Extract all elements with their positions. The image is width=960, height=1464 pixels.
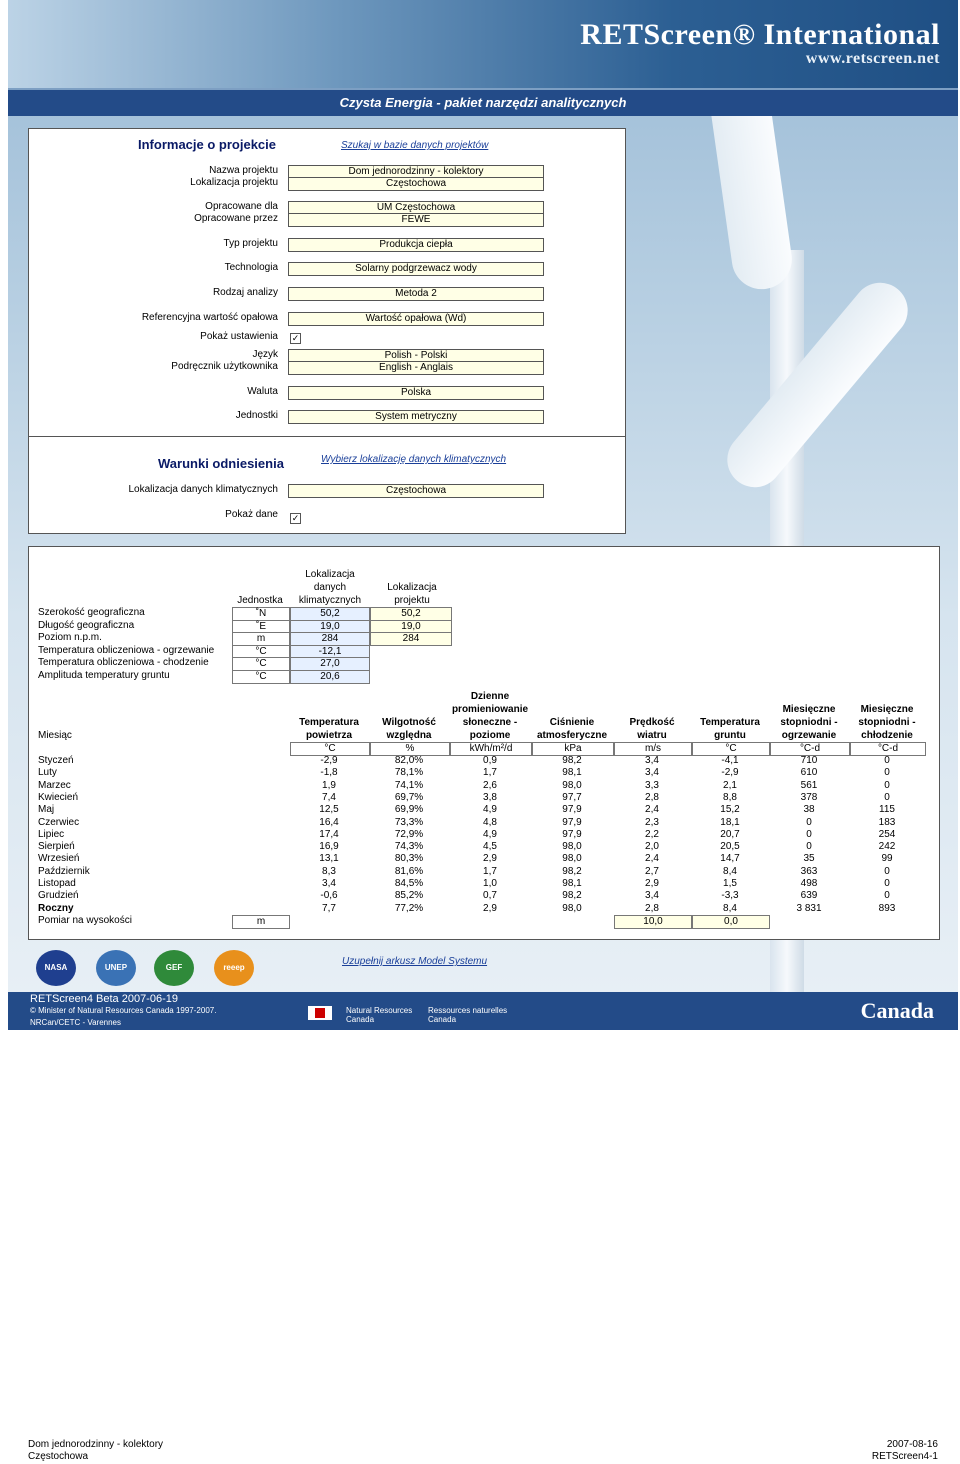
monthly-col-header: Miesięczne: [782, 704, 836, 715]
monthly-cell: 12,5: [319, 804, 339, 816]
monthly-cell: 97,7: [562, 791, 582, 803]
monthly-cell: 4,5: [483, 841, 497, 853]
monthly-cell: 0,7: [483, 890, 497, 902]
monthly-cell: 20,7: [720, 828, 740, 840]
monthly-cell: 81,6%: [394, 865, 424, 877]
monthly-row-label: Wrzesień: [38, 853, 80, 865]
monthly-col-header: Ciśnienie: [549, 717, 595, 728]
location-climate-cell: -12,1: [290, 645, 370, 659]
monthly-cell: 80,3%: [394, 853, 424, 865]
monthly-row-label: Maj: [38, 804, 55, 816]
credit-text: NRCan/CETC - Varennes: [30, 1018, 121, 1027]
monthly-row-label: Październik: [38, 865, 90, 877]
project-info-field[interactable]: Metoda 2: [288, 287, 544, 301]
monthly-cell: 639: [800, 890, 818, 902]
reeep-logo: reeep: [214, 950, 254, 986]
project-info-field[interactable]: Wartość opałowa (Wd): [288, 312, 544, 326]
monthly-cell: 2,3: [645, 816, 659, 828]
monthly-cell: 2,4: [645, 853, 659, 865]
nrcan-fr-text: Ressources naturelles Canada: [428, 1006, 508, 1024]
monthly-cell: 97,9: [562, 804, 582, 816]
project-info-label: Nazwa projektu: [209, 165, 278, 176]
monthly-cell: 13,1: [319, 853, 339, 865]
monthly-cell: 2,4: [645, 804, 659, 816]
unep-logo: UNEP: [96, 950, 136, 986]
location-unit-cell: ˚E: [232, 620, 290, 634]
monthly-cell: 84,5%: [394, 878, 424, 889]
monthly-row-label: Kwiecień: [38, 791, 79, 803]
reference-heading: Warunki odniesienia: [158, 456, 284, 471]
monthly-cell: 3,3: [645, 779, 659, 791]
monthly-cell: 7,4: [322, 791, 336, 803]
monthly-unit-cell: °C-d: [850, 742, 926, 756]
monthly-cell: 8,4: [723, 865, 737, 877]
project-info-field[interactable]: System metryczny: [288, 410, 544, 424]
monthly-unit-cell: °C-d: [770, 742, 850, 756]
monthly-cell: 242: [878, 841, 896, 853]
location-unit-cell: °C: [232, 657, 290, 671]
project-info-label: Pokaż ustawienia: [200, 331, 278, 342]
monthly-cell: 610: [800, 767, 818, 779]
search-project-db-link[interactable]: Szukaj w bazie danych projektów: [341, 140, 489, 151]
show-data-checkbox[interactable]: ✓: [291, 513, 300, 523]
location-climate-cell: 50,2: [290, 607, 370, 621]
canada-wordmark: Canada: [860, 998, 934, 1023]
monthly-row-label: Marzec: [38, 779, 71, 791]
project-info-label: Opracowane przez: [194, 213, 278, 224]
project-info-field[interactable]: UM Częstochowa: [288, 201, 544, 215]
monthly-cell: -1,8: [320, 767, 338, 779]
monthly-cell: 97,9: [562, 816, 582, 828]
location-row-label: Szerokość geograficzna: [38, 607, 145, 618]
project-info-label: Opracowane dla: [205, 201, 278, 212]
monthly-cell: 2,7: [645, 865, 659, 877]
project-info-field[interactable]: English - Anglais: [288, 361, 544, 375]
monthly-col-header: poziome: [469, 730, 511, 741]
gef-logo: GEF: [154, 950, 194, 986]
col-project-header-2: projektu: [394, 595, 430, 606]
col-climate-header-2: danych: [313, 582, 347, 593]
monthly-col-header: słoneczne -: [462, 717, 518, 728]
col-climate-header-1: Lokalizacja: [305, 569, 355, 580]
project-info-heading: Informacje o projekcie: [138, 137, 276, 152]
bottom-bar: [8, 992, 958, 1030]
monthly-cell: 2,9: [483, 902, 497, 914]
monthly-col-header: Temperatura: [700, 717, 760, 728]
monthly-cell: 98,0: [562, 902, 582, 914]
location-row-label: Amplituda temperatury gruntu: [38, 669, 170, 681]
monthly-cell: 8,8: [723, 791, 737, 803]
location-climate-cell: 19,0: [290, 620, 370, 634]
monthly-cell: 72,9%: [394, 828, 424, 840]
monthly-cell: 98,0: [562, 841, 582, 853]
monthly-cell: 4,8: [483, 816, 497, 828]
monthly-cell: 1,9: [322, 779, 336, 791]
project-info-label: Lokalizacja projektu: [190, 177, 278, 188]
monthly-cell: 363: [800, 865, 818, 877]
climate-location-label: Lokalizacja danych klimatycznych: [128, 484, 278, 495]
monthly-cell: 1,0: [483, 878, 497, 889]
monthly-cell: 98,0: [562, 779, 582, 791]
monthly-row-label: Luty: [38, 767, 57, 779]
monthly-unit-cell: kWh/m²/d: [450, 742, 532, 756]
footer-left-1: Dom jednorodzinny - kolektory: [28, 1439, 164, 1450]
monthly-cell: 8,4: [723, 902, 737, 914]
monthly-col-header: względna: [386, 730, 432, 741]
footer-right-1: 2007-08-16: [886, 1439, 938, 1450]
monthly-cell: 0: [884, 878, 890, 889]
monthly-cell: 2,1: [723, 779, 737, 791]
project-info-label: Rodzaj analizy: [212, 287, 278, 298]
col-project-header-1: Lokalizacja: [387, 582, 437, 593]
monthly-cell: 0: [884, 791, 890, 803]
monthly-cell: 4,9: [483, 804, 497, 816]
monthly-cell: 561: [800, 779, 818, 791]
monthly-cell: 74,3%: [394, 841, 424, 853]
monthly-cell: 98,2: [562, 890, 582, 902]
footer-right-2: RETScreen4-1: [871, 1451, 938, 1462]
monthly-row-label: Sierpień: [38, 841, 75, 853]
location-climate-cell: 27,0: [290, 657, 370, 671]
monthly-cell: 3,8: [483, 791, 497, 803]
monthly-cell: 7,7: [322, 902, 336, 914]
monthly-cell: 18,1: [720, 816, 740, 828]
monthly-col-header: powietrza: [305, 730, 353, 741]
show-settings-checkbox[interactable]: ✓: [291, 333, 300, 343]
monthly-cell: 77,2%: [394, 902, 424, 914]
location-row-label: Temperatura obliczeniowa - chodzenie: [38, 657, 209, 668]
monthly-row-label: Grudzień: [38, 890, 79, 902]
project-info-label: Typ projektu: [223, 238, 278, 249]
monthly-cell: 3,4: [645, 890, 659, 902]
monthly-unit-cell: °C: [692, 742, 770, 756]
monthly-cell: 73,3%: [394, 816, 424, 828]
location-row-label: Długość geograficzna: [38, 619, 135, 631]
measure-row-label: Pomiar na wysokości: [38, 914, 132, 926]
version-text: RETScreen4 Beta 2007-06-19: [30, 993, 178, 1005]
monthly-cell: -2,9: [320, 755, 338, 766]
monthly-cell: 3,4: [322, 878, 336, 889]
project-info-field[interactable]: Polska: [288, 386, 544, 400]
monthly-unit-cell: %: [370, 742, 450, 756]
monthly-cell: 893: [878, 902, 896, 914]
monthly-cell: 498: [800, 878, 818, 889]
monthly-col-header: Wilgotność: [382, 717, 436, 728]
show-data-label: Pokaż dane: [225, 509, 278, 520]
nrcan-en-text: Natural Resources Canada: [346, 1006, 413, 1024]
select-climate-location-link[interactable]: Wybierz lokalizację danych klimatycznych: [321, 454, 507, 465]
monthly-row-label: Czerwiec: [38, 816, 80, 828]
monthly-cell: -3,3: [721, 890, 739, 902]
col-climate-header-3: klimatycznych: [298, 595, 362, 606]
retscreen-logo: RETScreen® International www.retscreen.net: [580, 18, 940, 67]
monthly-col-header: chłodzenie: [861, 730, 913, 741]
project-info-field[interactable]: Solarny podgrzewacz wody: [288, 262, 544, 276]
project-info-label: Jednostki: [235, 410, 278, 421]
monthly-row-label: Styczeń: [38, 755, 74, 766]
project-info-label: Waluta: [247, 386, 278, 397]
monthly-cell: 4,9: [483, 828, 497, 840]
monthly-cell: -4,1: [721, 755, 739, 766]
location-climate-cell: 284: [290, 632, 370, 646]
location-unit-cell: °C: [232, 670, 290, 684]
complete-system-model-link[interactable]: Uzupełnij arkusz Model Systemu: [342, 956, 488, 967]
monthly-cell: 254: [878, 828, 896, 840]
location-unit-cell: ˚N: [232, 607, 290, 621]
monthly-col-header: Dzienne: [470, 691, 510, 702]
monthly-cell: 20,5: [720, 841, 740, 853]
monthly-cell: 98,2: [562, 755, 582, 766]
monthly-col-header: Miesięczne: [860, 704, 914, 715]
monthly-cell: 98,2: [562, 865, 582, 877]
monthly-cell: 8,3: [322, 865, 336, 877]
monthly-col-header: gruntu: [714, 730, 746, 741]
location-project-cell[interactable]: 284: [370, 632, 452, 646]
monthly-col-header: promieniowanie: [451, 704, 529, 715]
monthly-cell: 17,4: [319, 828, 339, 840]
climate-location-field[interactable]: Częstochowa: [288, 484, 544, 498]
monthly-col-header: atmosferyczne: [536, 730, 608, 741]
monthly-cell: 3,4: [645, 755, 659, 766]
monthly-cell: 82,0%: [394, 755, 424, 766]
monthly-cell: 16,9: [319, 841, 339, 853]
monthly-cell: -0,6: [320, 890, 338, 902]
location-project-cell[interactable]: 19,0: [370, 620, 452, 634]
monthly-cell: 98,1: [562, 878, 582, 889]
location-row-label: Poziom n.p.m.: [38, 632, 102, 643]
monthly-cell: 2,2: [645, 828, 659, 840]
project-info-field[interactable]: Dom jednorodzinny - kolektory: [288, 165, 544, 179]
footer-left-2: Częstochowa: [28, 1451, 89, 1462]
monthly-cell: 78,1%: [394, 767, 424, 779]
location-unit-cell: m: [232, 632, 290, 646]
monthly-cell: 0: [806, 816, 812, 828]
monthly-cell: 1,5: [723, 878, 737, 889]
monthly-cell: 2,9: [483, 853, 497, 865]
monthly-cell: 0: [806, 841, 812, 853]
monthly-cell: 35: [803, 853, 815, 865]
monthly-col-header: wiatru: [637, 730, 667, 741]
monthly-cell: 378: [800, 791, 818, 803]
monthly-cell: 710: [800, 755, 818, 766]
project-info-label: Referencyjna wartość opałowa: [141, 312, 278, 323]
location-project-cell[interactable]: 50,2: [370, 607, 452, 621]
monthly-cell: 16,4: [319, 816, 339, 828]
monthly-cell: 3 831: [796, 902, 822, 914]
location-unit-cell: °C: [232, 645, 290, 659]
monthly-cell: 0: [884, 755, 890, 766]
location-row-label: Temperatura obliczeniowa - ogrzewanie: [38, 644, 215, 656]
monthly-unit-cell: m/s: [614, 742, 692, 756]
measure-unit-cell: m: [232, 915, 290, 929]
project-info-field[interactable]: Częstochowa: [288, 177, 544, 191]
monthly-cell: 1,7: [483, 767, 497, 779]
monthly-cell: 2,8: [645, 902, 659, 914]
monthly-col-header: ogrzewanie: [781, 730, 837, 741]
monthly-cell: 0: [884, 767, 890, 779]
monthly-row-label: Roczny: [38, 902, 74, 914]
monthly-cell: 99: [881, 853, 893, 865]
monthly-cell: 69,9%: [394, 804, 424, 816]
monthly-cell: 98,1: [562, 767, 582, 779]
copyright-text: © Minister of Natural Resources Canada 1997-2007.: [30, 1006, 217, 1015]
monthly-cell: 2,6: [483, 779, 497, 791]
monthly-cell: 3,4: [645, 767, 659, 779]
monthly-cell: 15,2: [720, 804, 740, 816]
monthly-row-label: Listopad: [38, 878, 76, 889]
monthly-cell: 0: [884, 779, 890, 791]
monthly-cell: 2,0: [645, 841, 659, 853]
header-banner: [8, 0, 958, 88]
project-info-label: Język: [252, 349, 278, 360]
location-climate-cell: 20,6: [290, 670, 370, 684]
monthly-cell: 0: [884, 890, 890, 902]
monthly-unit-cell: kPa: [532, 742, 614, 756]
monthly-cell: 85,2%: [394, 890, 424, 902]
monthly-cell: 38: [803, 804, 815, 816]
monthly-unit-cell: °C: [290, 742, 370, 756]
monthly-cell: 0: [884, 865, 890, 877]
month-header: Miesiąc: [38, 730, 72, 741]
col-unit-header: Jednostka: [237, 595, 283, 606]
monthly-cell: 1,7: [483, 865, 497, 877]
monthly-cell: 183: [878, 816, 896, 828]
monthly-cell: 2,9: [645, 878, 659, 889]
project-info-field[interactable]: FEWE: [288, 213, 544, 227]
monthly-col-header: Prędkość: [629, 717, 675, 728]
monthly-cell: 97,9: [562, 828, 582, 840]
monthly-row-label: Lipiec: [38, 828, 65, 840]
monthly-cell: 98,0: [562, 853, 582, 865]
monthly-cell: -2,9: [721, 767, 739, 779]
page-title: Czysta Energia - pakiet narzędzi analitycznych: [8, 88, 958, 116]
monthly-cell: 0,9: [483, 755, 497, 766]
measure-height-cell[interactable]: 10,0: [614, 915, 692, 929]
monthly-cell: 115: [879, 804, 895, 816]
maple-leaf-icon: [308, 1006, 332, 1020]
monthly-cell: 0: [806, 828, 812, 840]
measure-height-cell[interactable]: 0,0: [692, 915, 770, 929]
monthly-col-header: stopniodni -: [858, 717, 916, 728]
monthly-col-header: Temperatura: [299, 717, 359, 728]
monthly-cell: 69,7%: [394, 791, 424, 803]
project-info-field[interactable]: Produkcja ciepła: [288, 238, 544, 252]
monthly-cell: 74,1%: [394, 779, 424, 791]
project-info-field[interactable]: Polish - Polski: [288, 349, 544, 363]
monthly-cell: 2,8: [645, 791, 659, 803]
monthly-cell: 14,7: [720, 853, 740, 865]
project-info-label: Technologia: [224, 262, 278, 273]
nasa-logo: NASA: [36, 950, 76, 986]
project-info-label: Podręcznik użytkownika: [171, 361, 278, 372]
monthly-col-header: stopniodni -: [780, 717, 838, 728]
